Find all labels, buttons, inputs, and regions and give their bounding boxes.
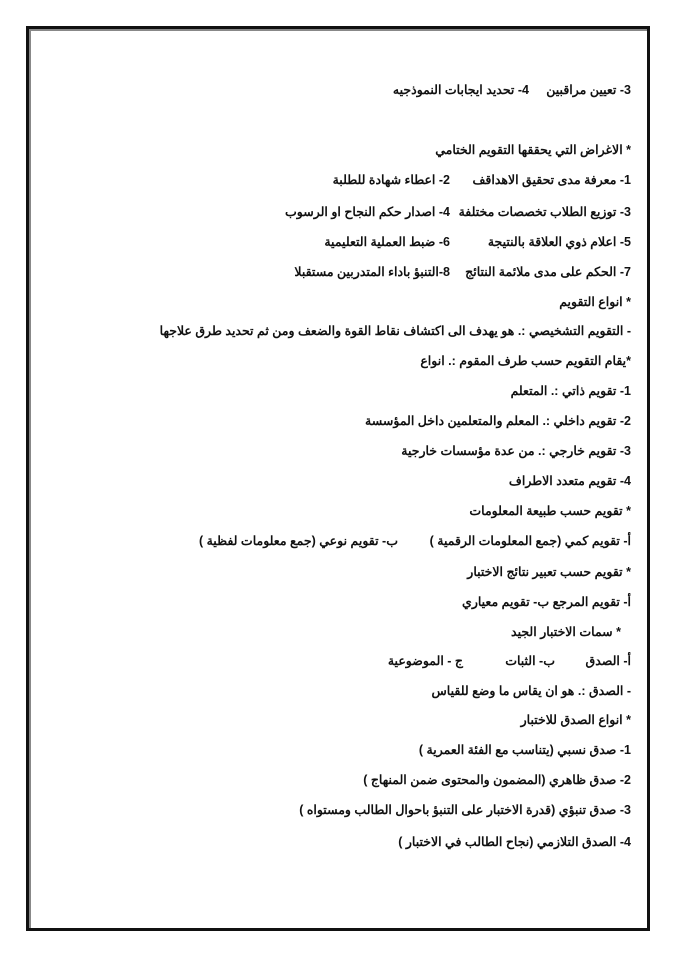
document-line-18-a: * سمات الاختبار الجيد	[511, 625, 621, 639]
document-line-4-a: 3- توزيع الطلاب تخصصات مختلفة	[458, 205, 631, 219]
document-line-15-a: أ- تقويم كمي (جمع المعلومات الرقمية )	[429, 534, 631, 548]
document-line-13-a: 4- تقويم متعدد الاطراف	[508, 474, 631, 488]
document-line-19-c: ج - الموضوعية	[387, 654, 463, 668]
document-line-15-b: ب- تقويم نوعي (جمع معلومات لفظية )	[198, 534, 398, 548]
document-line-14-a: * تقويم حسب طبيعة المعلومات	[469, 504, 631, 518]
document-line-6-a: 7- الحكم على مدى ملائمة النتائج	[465, 265, 631, 279]
document-line-4-b: 4- اصدار حكم النجاح او الرسوب	[285, 205, 450, 219]
document-line-3-b: 2- اعطاء شهادة للطلبة	[332, 173, 450, 187]
document-line-9-a: *يقام التقويم حسب طرف المقوم :. انواع	[420, 354, 631, 368]
document-line-3-a: 1- معرفة مدى تحقيق الاهداقف	[472, 173, 631, 187]
document-line-17-a: أ- تقويم المرجع ب- تقويم معياري	[462, 595, 631, 609]
document-line-23-a: 2- صدق ظاهري (المضمون والمحتوى ضمن المنهاج )	[363, 773, 631, 787]
document-line-16-a: * تقويم حسب تعبير نتائج الاختبار	[467, 565, 631, 579]
document-line-1-a: 3- تعيين مراقبين	[546, 83, 631, 97]
document-line-19-a: أ- الصدق	[585, 654, 631, 668]
document-line-5-a: 5- اعلام ذوي العلاقة بالنتيجة	[487, 235, 631, 249]
document-line-20-a: - الصدق :. هو ان يقاس ما وضع للقياس	[431, 684, 631, 698]
document-line-8-a: - التقويم التشخيصي :. هو يهدف الى اكتشاف نقاط القوة والضعف ومن ثم تحديد طرق علاجها	[159, 324, 631, 338]
document-line-19-b: ب- الثبات	[505, 654, 555, 668]
document-line-21-a: * انواع الصدق للاختبار	[520, 713, 631, 727]
document-line-7-a: * انواع التقويم	[559, 295, 631, 309]
document-line-10-a: 1- تقويم ذاتي :. المتعلم	[510, 384, 631, 398]
document-line-2-a: * الاغراض التي يحققها التقويم الختامي	[435, 143, 631, 157]
document-line-5-b: 6- ضبط العملية التعليمية	[324, 235, 450, 249]
document-line-24-a: 3- صدق تنبؤي (قدرة الاختبار على التنبؤ باحوال الطالب ومستواه )	[299, 803, 631, 817]
document-line-6-b: 8-التنبؤ باداء المتدربين مستقبلا	[294, 265, 450, 279]
document-line-11-a: 2- تقويم داخلي :. المعلم والمتعلمين داخل المؤسسة	[365, 414, 631, 428]
document-line-25-a: 4- الصدق التلازمي (نجاح الطالب في الاختبار )	[398, 835, 631, 849]
document-line-1-b: 4- تحديد ايجابات النموذجيه	[392, 83, 529, 97]
document-line-22-a: 1- صدق نسبي (يتناسب مع الفئة العمرية )	[418, 743, 631, 757]
document-line-12-a: 3- تقويم خارجي :. من عدة مؤسسات خارجية	[401, 444, 631, 458]
